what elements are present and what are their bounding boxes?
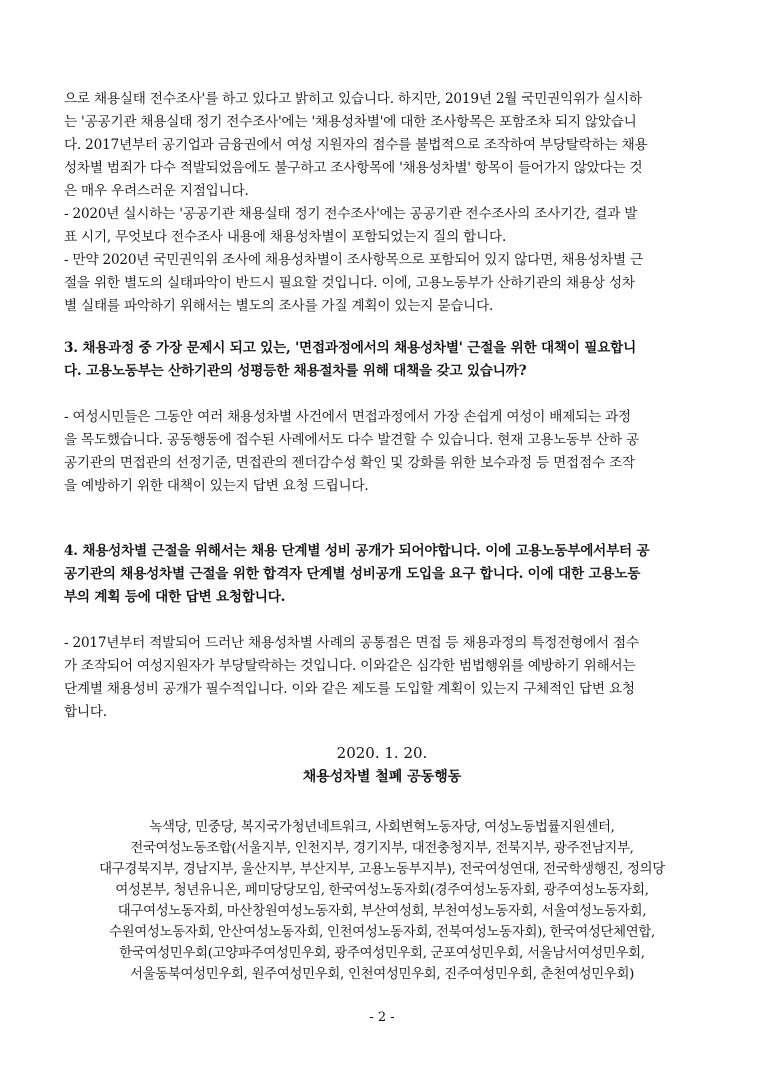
q3-body-line: 을 목도했습니다. 공동행동에 접수된 사례에서도 다수 발견할 수 있습니다. 현재 고용노동부 산하 공	[64, 432, 639, 448]
intro-line: 표 시기, 무엇보다 전수조사 내용에 채용성차별이 포함되었는지 질의 합니다.	[64, 229, 507, 245]
intro-line: - 만약 2020년 국민권익위 조사에 채용성차별이 조사항목으로 포함되어 있지 않다면, 채용성차별 근	[64, 252, 644, 268]
q3-heading-line: 3. 채용과정 중 가장 문제시 되고 있는, '면접과정에서의 채용성차별' 근절을 위한 대책이 필요합니	[64, 340, 637, 356]
intro-line: - 2020년 실시하는 '공공기관 채용실태 정기 전수조사'에는 공공기관 전수조사의 조사기간, 결과 발	[64, 206, 638, 222]
intro-line: 별 실태를 파악하기 위해서는 별도의 조사를 가질 계획이 있는지 묻습니다.	[64, 298, 494, 314]
signatories-line: 녹색당, 민중당, 복지국가청년네트워크, 사회변혁노동자당, 여성노동법률지원센터,	[149, 820, 615, 835]
q4-heading-line: 공기관의 채용성차별 근절을 위한 합격자 단계별 성비공개 도입을 요구 합니다. 이에 대한 고용노동	[64, 566, 641, 582]
intro-line: 는 '공공기관 채용실태 정기 전수조사'에는 '채용성차별'에 대한 조사항목은 포함조차 되지 않았습니	[64, 114, 637, 130]
intro-line: 으로 채용실태 전수조사'를 하고 있다고 밝히고 있습니다. 하지만, 2019년 2월 국민권익위가 실시하	[64, 91, 642, 107]
signatories-line: 대구여성노동자회, 마산창원여성노동자회, 부산여성회, 부천여성노동자회, 서울여성노동자회,	[117, 904, 647, 919]
q4-body-line: 합니다.	[64, 704, 107, 720]
signatories-line: 전국여성노동조합(서울지부, 인천지부, 경기지부, 대전충청지부, 전북지부, 광주전남지부,	[130, 841, 634, 856]
closing-organization: 채용성차별 철폐 공동행동	[302, 769, 462, 785]
intro-line: 절을 위한 별도의 실태파악이 반드시 필요할 것입니다. 이에, 고용노동부가 산하기관의 채용상 성차	[64, 275, 635, 291]
q3-body-line: - 여성시민들은 그동안 여러 채용성차별 사건에서 면접과정에서 가장 손쉽게 여성이 배제되는 과정	[64, 409, 631, 425]
closing-date: 2020. 1. 20.	[336, 744, 428, 762]
q4-heading-line: 4. 채용성차별 근절을 위해서는 채용 단계별 성비 공개가 되어야합니다. 이에 고용노동부에서부터 공	[64, 543, 650, 559]
page-number: - 2 -	[369, 1010, 395, 1025]
intro-line: 성차별 범죄가 다수 적발되었음에도 불구하고 조사항목에 '채용성차별' 항목이 들어가지 않았다는 것	[64, 160, 643, 176]
q4-heading-line: 부의 계획 등에 대한 답변 요청합니다.	[64, 589, 286, 605]
signatories-line: 서울동북여성민우회, 원주여성민우회, 인천여성민우회, 진주여성민우회, 춘천여성민우회)	[129, 967, 635, 982]
signatories-line: 여성본부, 청년유니온, 페미당당모임, 한국여성노동자회(경주여성노동자회, 광주여성노동자회,	[115, 883, 649, 898]
intro-line: 다. 2017년부터 공기업과 금융권에서 여성 지원자의 점수를 불법적으로 조작하여 부당탈락하는 채용	[64, 137, 648, 153]
q3-body-line: 공기관의 면접관의 선정기준, 면접관의 젠더감수성 확인 및 강화를 위한 보수과정 등 면접점수 조작	[64, 455, 635, 471]
q4-body-line: - 2017년부터 적발되어 드러난 채용성차별 사례의 공통점은 면접 등 채용과정의 특정전형에서 점수	[64, 635, 639, 651]
q3-body-line: 을 예방하기 위한 대책이 있는지 답변 요청 드립니다.	[64, 478, 369, 494]
signatories-line: 수원여성노동자회, 안산여성노동자회, 인천여성노동자회, 전북여성노동자회), 한국여성단체연합,	[109, 925, 655, 940]
q4-body-line: 가 조작되어 여성지원자가 부당탈락하는 것입니다. 이와같은 심각한 범법행위를 예방하기 위해서는	[64, 658, 636, 674]
q4-body-line: 단계별 채용성비 공개가 필수적입니다. 이와 같은 제도를 도입할 계획이 있는지 구체적인 답변 요청	[64, 681, 635, 697]
intro-line: 은 매우 우려스러운 지점입니다.	[64, 183, 249, 199]
signatories-line: 한국여성민우회(고양파주여성민우회, 광주여성민우회, 군포여성민우회, 서울남서여성민우회,	[119, 946, 645, 961]
q3-heading-line: 다. 고용노동부는 산하기관의 성평등한 채용절차를 위해 대책을 갖고 있습니까?	[64, 363, 527, 379]
signatories-line: 대구경북지부, 경남지부, 울산지부, 부산지부, 고용노동부지부), 전국여성연대, 전국학생행진, 정의당	[99, 862, 665, 877]
